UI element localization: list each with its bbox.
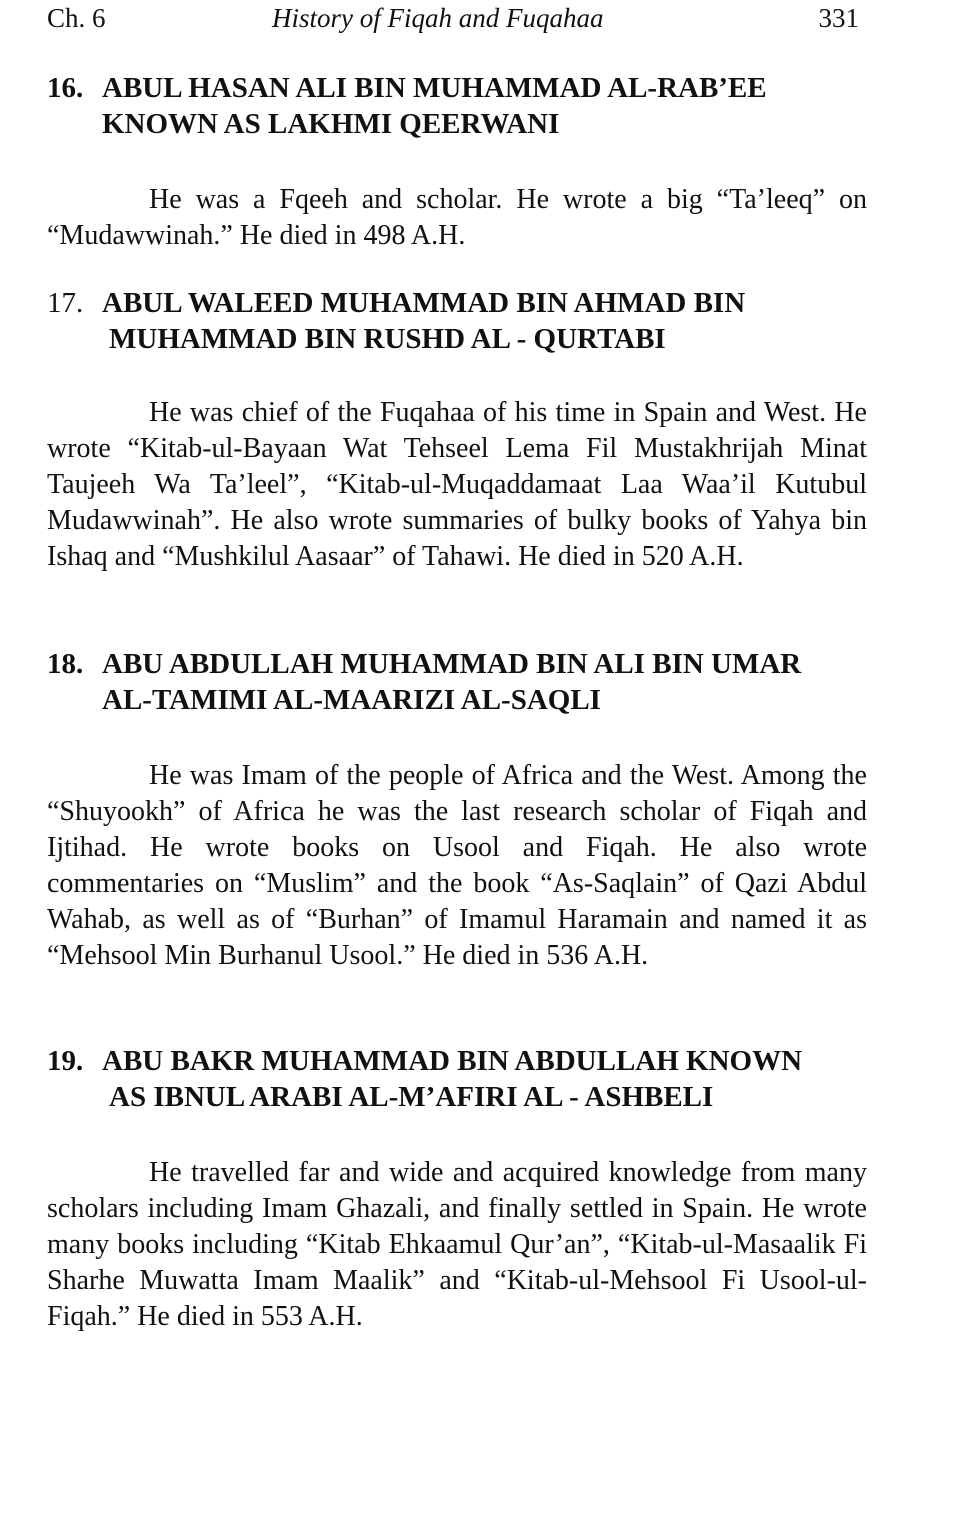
heading-line-2: MUHAMMAD BIN RUSHD AL - QURTABI (109, 323, 666, 355)
section-16 (47, 70, 867, 254)
section-number: 17. (47, 287, 84, 319)
section-18 (47, 646, 867, 974)
page-number: 331 (818, 3, 859, 33)
section-paragraph: He was a Fqeeh and scholar. He wrote a big “Ta’leeq” on “Mudawwinah.” He died in 498 A.H. (47, 184, 867, 251)
section-number: 16. (47, 72, 84, 104)
section-number: 18. (47, 648, 84, 680)
heading-line-2: AL-TAMIMI AL-MAARIZI AL-SAQLI (102, 684, 601, 716)
heading-line-2: KNOWN AS LAKHMI QEERWANI (102, 108, 560, 140)
section-number: 19. (47, 1045, 84, 1077)
section-paragraph: He was Imam of the people of Africa and the West. Among the “Shuyookh” of Africa he was the last research scholar of Fiqah and Ijtihad. He wrote books on Usool and Fiqah. He also wrote commentaries on “Muslim” and the book “As-Saqlain” of Qazi Abdul Wahab, as well as of “Burhan” of Imamul Haramain and named it as “Mehsool Min Burhanul Usool.” He died in 536 A.H. (47, 760, 867, 971)
section-paragraph: He was chief of the Fuqahaa of his time in Spain and West. He wrote “Kitab-ul-Bayaan Wat Tehseel Lema Fil Mustakhrijah Minat Taujeeh Wa Ta’leel”, “Kitab-ul-Muqaddamaat Laa Waa’il Kutubul Mudawwinah”. He also wrote summaries of bulky books of Yahya bin Ishaq and “Mushkilul Aasaar” of Tahawi. He died in 520 A.H. (47, 397, 867, 572)
heading-line-1: ABU ABDULLAH MUHAMMAD BIN ALI BIN UMAR (102, 648, 802, 680)
heading-line-1: ABUL WALEED MUHAMMAD BIN AHMAD BIN (102, 287, 746, 319)
heading-line-1: ABU BAKR MUHAMMAD BIN ABDULLAH KNOWN (102, 1045, 803, 1077)
section-paragraph: He travelled far and wide and acquired knowledge from many scholars including Imam Ghazali, and finally settled in Spain. He wrote many books including “Kitab Ehkaamul Qur’an”, “Kitab-ul-Masaalik Fi Sharhe Muwatta Imam Maalik” and “Kitab-ul-Mehsool Fi Usool-ul-Fiqah.” He died in 553 A.H. (47, 1157, 867, 1332)
running-head (47, 0, 859, 36)
section-17 (47, 285, 867, 575)
section-heading (47, 1043, 867, 1115)
section-heading (47, 646, 867, 718)
heading-line-2: AS IBNUL ARABI AL-M’AFIRI AL - ASHBELI (109, 1081, 714, 1113)
book-title: History of Fiqah and Fuqahaa (272, 3, 604, 33)
chapter-label: Ch. 6 (47, 3, 106, 33)
section-heading (47, 70, 867, 142)
heading-line-1: ABUL HASAN ALI BIN MUHAMMAD AL-RAB’EE (102, 72, 767, 104)
section-heading (47, 285, 867, 357)
section-19 (47, 1043, 867, 1335)
